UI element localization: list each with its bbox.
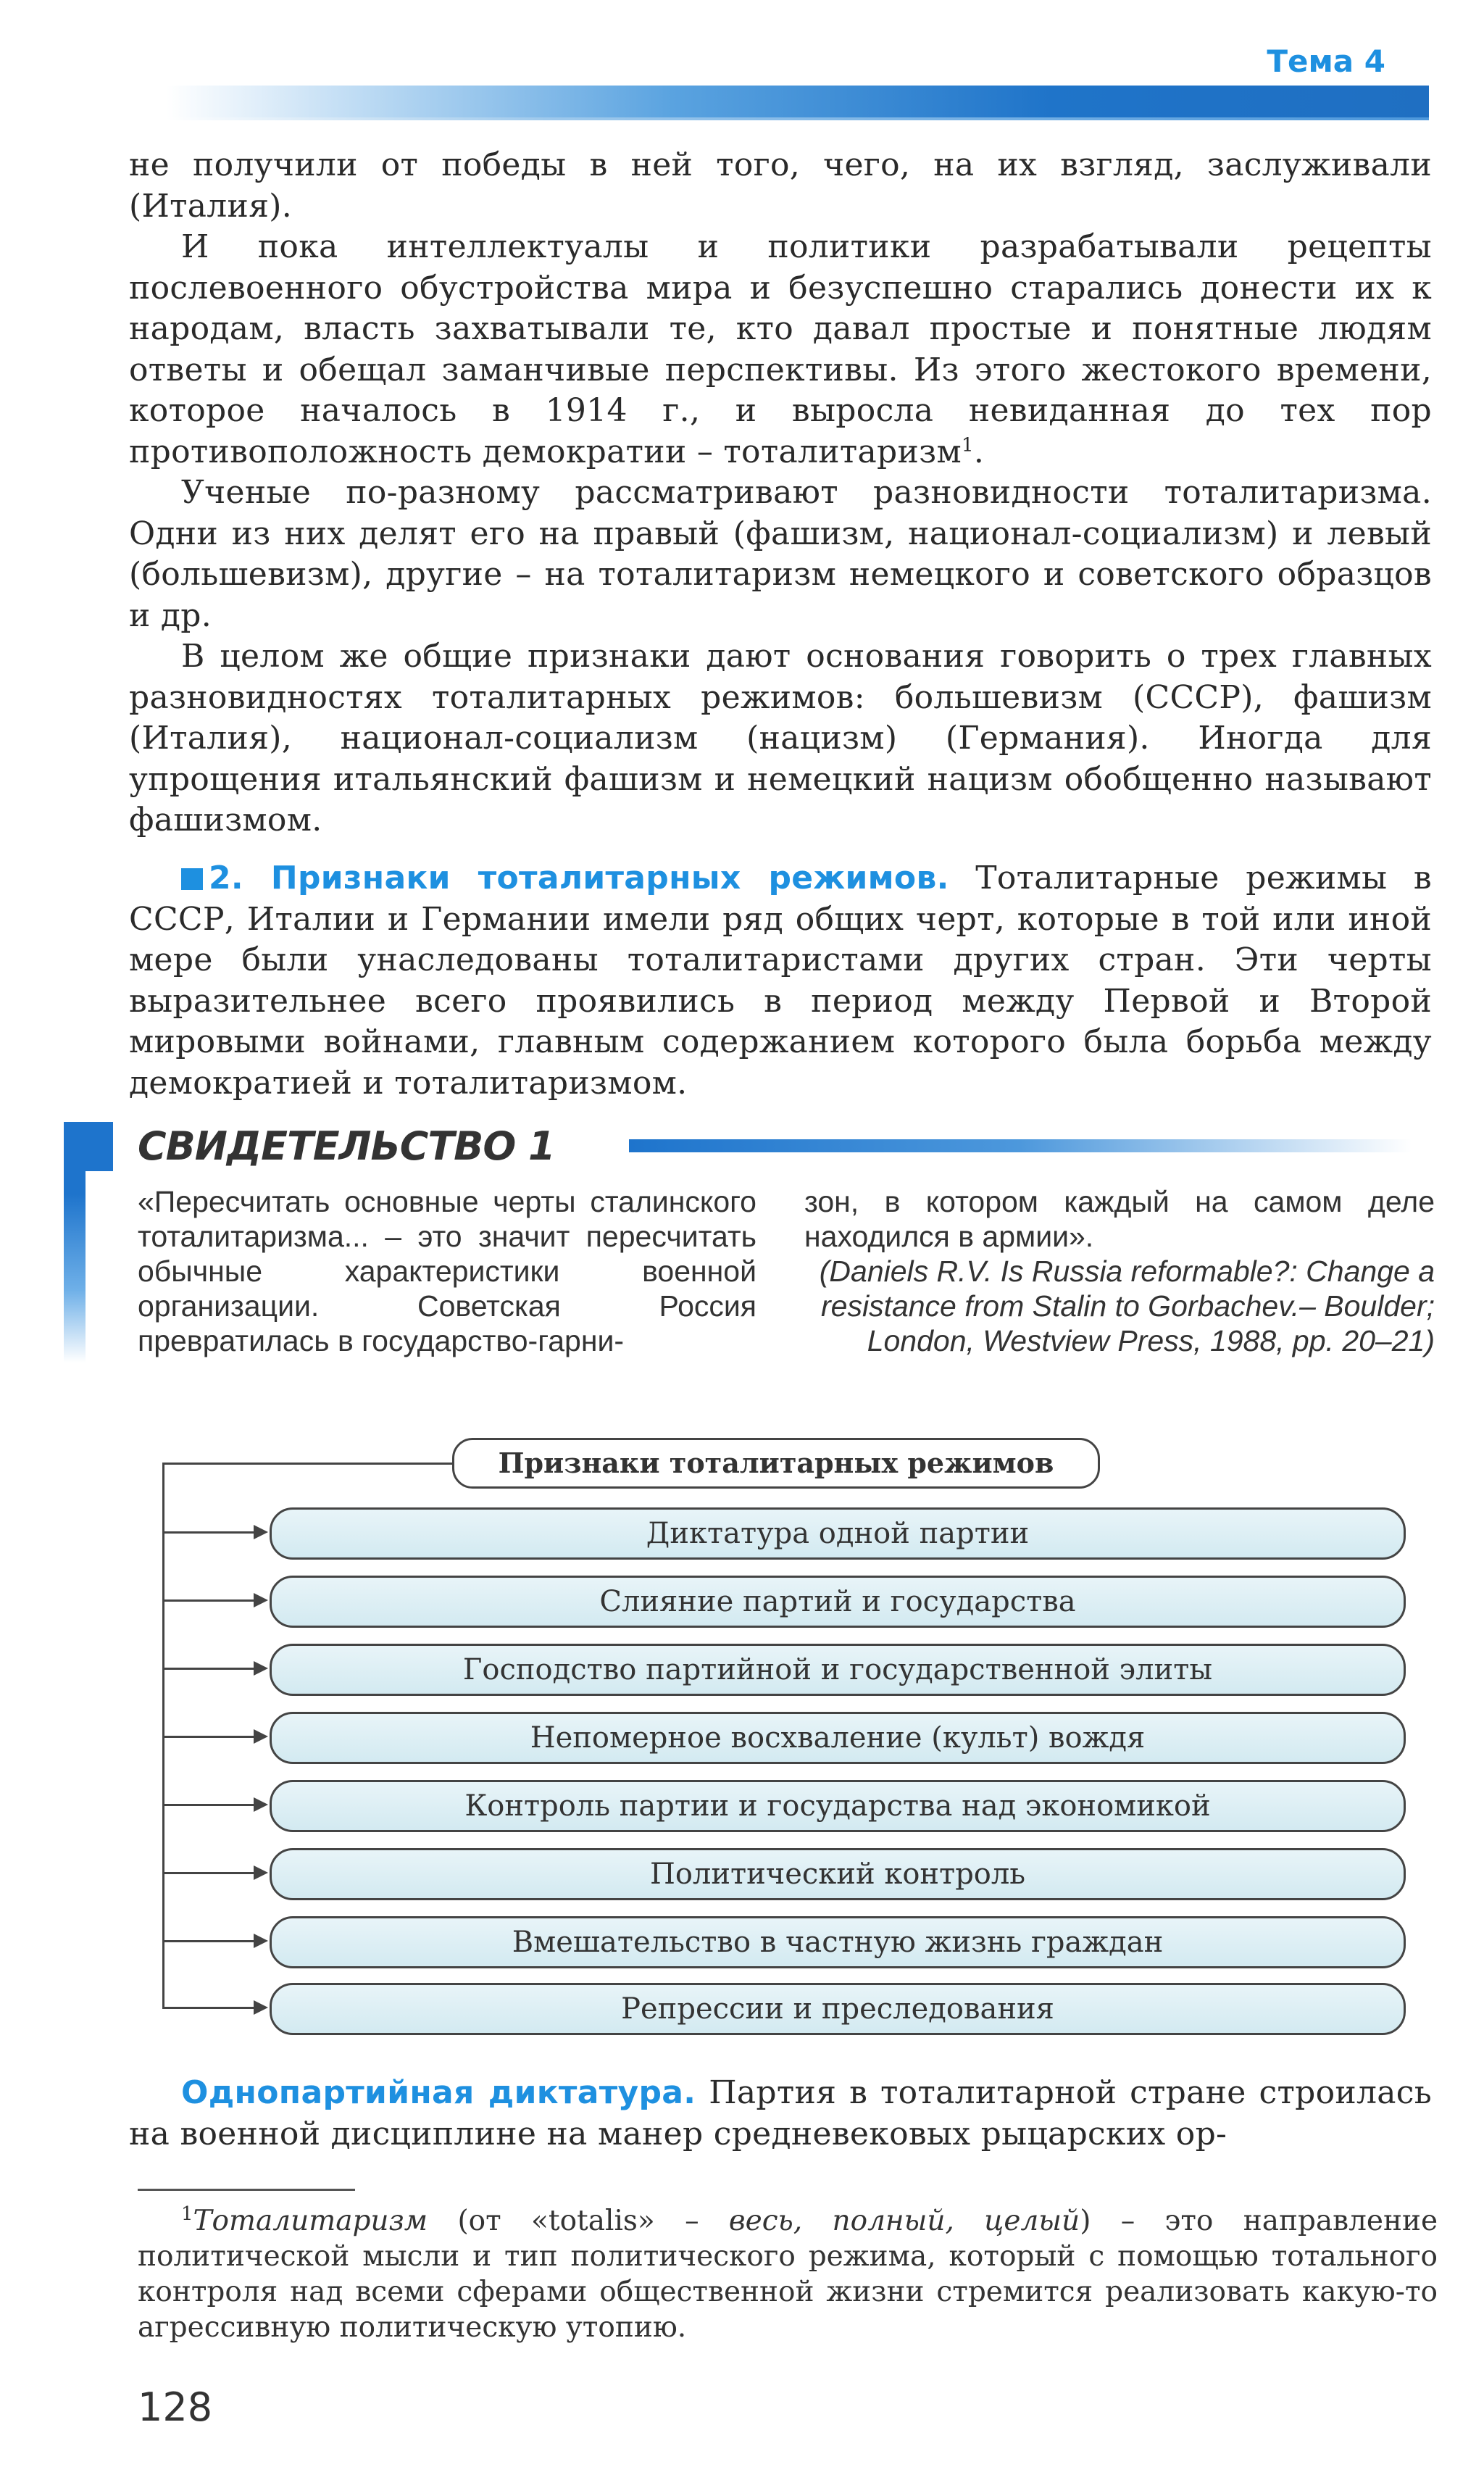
evidence-decorative-bar (64, 1122, 86, 1363)
arrow-icon (162, 1872, 265, 1874)
evidence-quote-right (804, 1184, 1435, 1358)
evidence-source: (Daniels R.V. Is Russia reformable?: Change a resistance from Stalin to Gorbachev.– Boulder; London, Westview Press, 1988, pp. 20–21) (819, 1255, 1435, 1357)
section-heading-text: 2. Признаки тоталитарных режимов. (209, 860, 949, 896)
paragraph-end: . (973, 433, 985, 470)
section-2 (129, 858, 1432, 1104)
diagram-trunk-line (162, 1463, 164, 2008)
section-text: Партия в тоталитарной стране строилась на военной дисциплине на манер средневековых рыцарских ор- (129, 2074, 1432, 2152)
footnote-text (138, 2203, 1438, 2345)
header-decorative-bar (167, 86, 1429, 117)
square-bullet-icon (181, 868, 203, 890)
topic-label: Тема 4 (1267, 43, 1385, 79)
section-3 (129, 2073, 1432, 2155)
footnote-meaning: весь, полный, целый (728, 2205, 1080, 2237)
arrow-icon (162, 1804, 265, 1806)
evidence-decorative-line (629, 1139, 1412, 1152)
diagram-item: Слияние партий и государства (270, 1576, 1406, 1628)
arrow-icon (162, 1668, 265, 1670)
diagram-item: Политический контроль (270, 1848, 1406, 1900)
section-heading: Однопартийная диктатура. (181, 2074, 696, 2111)
footnote-origin: (от «totalis» – (457, 2205, 699, 2237)
diagram-item: Господство партийной и государственной элиты (270, 1644, 1406, 1696)
paragraph (129, 2073, 1432, 2155)
diagram-item: Непомерное восхваление (культ) вождя (270, 1712, 1406, 1764)
arrow-icon (162, 1531, 265, 1534)
paragraph (129, 858, 1432, 1104)
arrow-icon (162, 1736, 265, 1738)
footnote (138, 2203, 1438, 2345)
footnote-divider (138, 2189, 355, 2191)
diagram-top-connector (162, 1463, 452, 1465)
diagram-item: Репрессии и преследования (270, 1983, 1406, 2035)
arrow-icon (162, 2007, 265, 2009)
evidence-title: СВИДЕТЕЛЬСТВО 1 (138, 1123, 555, 1169)
evidence-quote-left: «Пересчитать основные черты сталинского тоталитаризма... – это значит пересчитать обычные характеристики военной организации. Советская Россия превратилась в государство-гарни- (138, 1185, 756, 1357)
paragraph (129, 227, 1432, 473)
section-text: Тоталитарные режимы в СССР, Италии и Германии имели ряд общих черт, которые в той или иной мере были унаследованы тоталитаристами других стран. Эти черты выразительнее всего проявились в период между Первой и Второй мировыми войнами, главным содержанием которого была борьба между демократией и тоталитаризмом. (129, 860, 1432, 1102)
paragraph-text: И пока интеллектуалы и политики разрабатывали рецепты послевоенного обустройства мира и безуспешно старались донести их к народам, власть захватывали те, кто давал простые и понятные людям ответы и обещал заманчивые перспективы. Из этого жестокого времени, которое началось в 1914 г., и выросла невиданная до тех пор противоположность демократии – тоталитаризм (129, 228, 1432, 470)
footnote-term: Тоталитаризм (193, 2205, 428, 2237)
arrow-icon (162, 1940, 265, 1942)
footnote-definition: ) – это направление политической мысли и тип политического режима, который с помощью тотального контроля над всеми сферами общественной жизни стремится реализовать какую-то агрессивную политическую утопию. (138, 2205, 1438, 2344)
footnote-ref[interactable]: 1 (961, 433, 974, 456)
paragraph: В целом же общие признаки дают основания говорить о трех главных разновидностях тоталитарных режимов: большевизм (СССР), фашизм (Италия), национал-социализм (нацизм) (Германия). Иногда для упрощения итальянский фашизм и немецкий нацизм обобщенно называют фашизмом. (129, 638, 1432, 839)
diagram-item: Диктатура одной партии (270, 1507, 1406, 1560)
page-number: 128 (138, 2384, 213, 2430)
paragraph: Ученые по-разному рассматривают разновидности тоталитаризма. Одни из них делят его на правый (фашизм, национал-социализм) и левый (большевизм), другие – на тоталитаризм немецкого и советского образцов и др. (129, 474, 1432, 634)
paragraph: не получили от победы в ней того, чего, на их взгляд, заслуживали (Италия). (129, 146, 1432, 225)
diagram-title: Признаки тоталитарных режимов (452, 1438, 1100, 1489)
main-text (129, 145, 1432, 841)
section-heading (181, 860, 949, 896)
diagram-item: Вмешательство в частную жизнь граждан (270, 1916, 1406, 1968)
arrow-icon (162, 1599, 265, 1602)
evidence-quote-text: зон, в котором каждый на самом деле находился в армии». (804, 1185, 1435, 1253)
footnote-mark: 1 (181, 2203, 193, 2225)
diagram-item: Контроль партии и государства над экономикой (270, 1780, 1406, 1832)
